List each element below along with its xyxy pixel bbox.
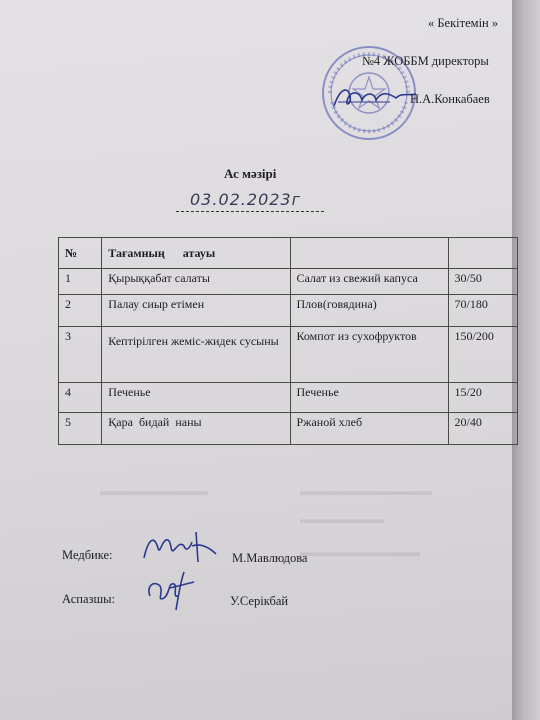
cook-signature-icon [140,568,200,614]
cook-label: Аспазшы: [62,592,115,606]
dish-russian: Компот из сухофруктов [290,327,448,383]
dish-russian: Печенье [290,383,448,413]
dish-weight: 30/50 [448,269,517,295]
table-row [59,269,518,295]
row-number: 2 [59,295,102,327]
approval-label: « Бекітемін » [428,16,499,30]
dish-russian: Плов(говядина) [290,295,448,327]
dish-weight: 150/200 [448,327,517,383]
dish-weight: 20/40 [448,413,517,445]
table-row [59,383,518,413]
dish-weight: 70/180 [448,295,517,327]
nurse-signature-icon [140,528,220,568]
dish-kazakh: Палау сиыр етімен [102,295,290,327]
nurse-label: Медбике: [62,548,113,562]
bleed-through: ▬▬▬▬▬▬▬▬▬▬ [300,545,420,559]
dish-kazakh: Печенье [102,383,290,413]
header-empty-2 [448,238,517,269]
row-number: 1 [59,269,102,295]
dish-russian: Ржаной хлеб [290,413,448,445]
director-signature-icon [330,82,420,114]
header-dish-name: Тағамның атауы [102,238,290,269]
dish-kazakh: Кептірілген жеміс-жидек сусыны [102,327,290,383]
row-number: 4 [59,383,102,413]
bleed-through: ▬▬▬▬▬▬▬ [300,512,384,526]
table-row [59,413,518,445]
dish-kazakh: Қара бидай наны [102,413,290,445]
dish-kazakh: Қырыққабат салаты [102,269,290,295]
dish-weight: 15/20 [448,383,517,413]
page-title: Ас мәзірі [224,166,277,181]
director-name: Н.А.Конкабаев [410,92,490,106]
row-number: 5 [59,413,102,445]
table-row [59,327,518,383]
director-title: №4 ЖОББМ директоры [362,54,489,68]
cook-name: У.Серікбай [230,594,289,608]
menu-table [58,237,518,445]
bleed-through: ▬▬▬▬▬▬▬▬▬ [100,484,208,498]
table-header-row [59,238,518,269]
date-underline [176,211,324,212]
header-number: № [59,238,102,269]
dish-russian: Салат из свежий капуса [290,269,448,295]
bleed-through: ▬▬▬▬▬▬▬▬▬▬▬ [300,484,432,498]
row-number: 3 [59,327,102,383]
header-empty-1 [290,238,448,269]
nurse-name: М.Мавлюдова [232,551,308,565]
menu-date: 03.02.2023г [190,190,302,209]
table-row [59,295,518,327]
